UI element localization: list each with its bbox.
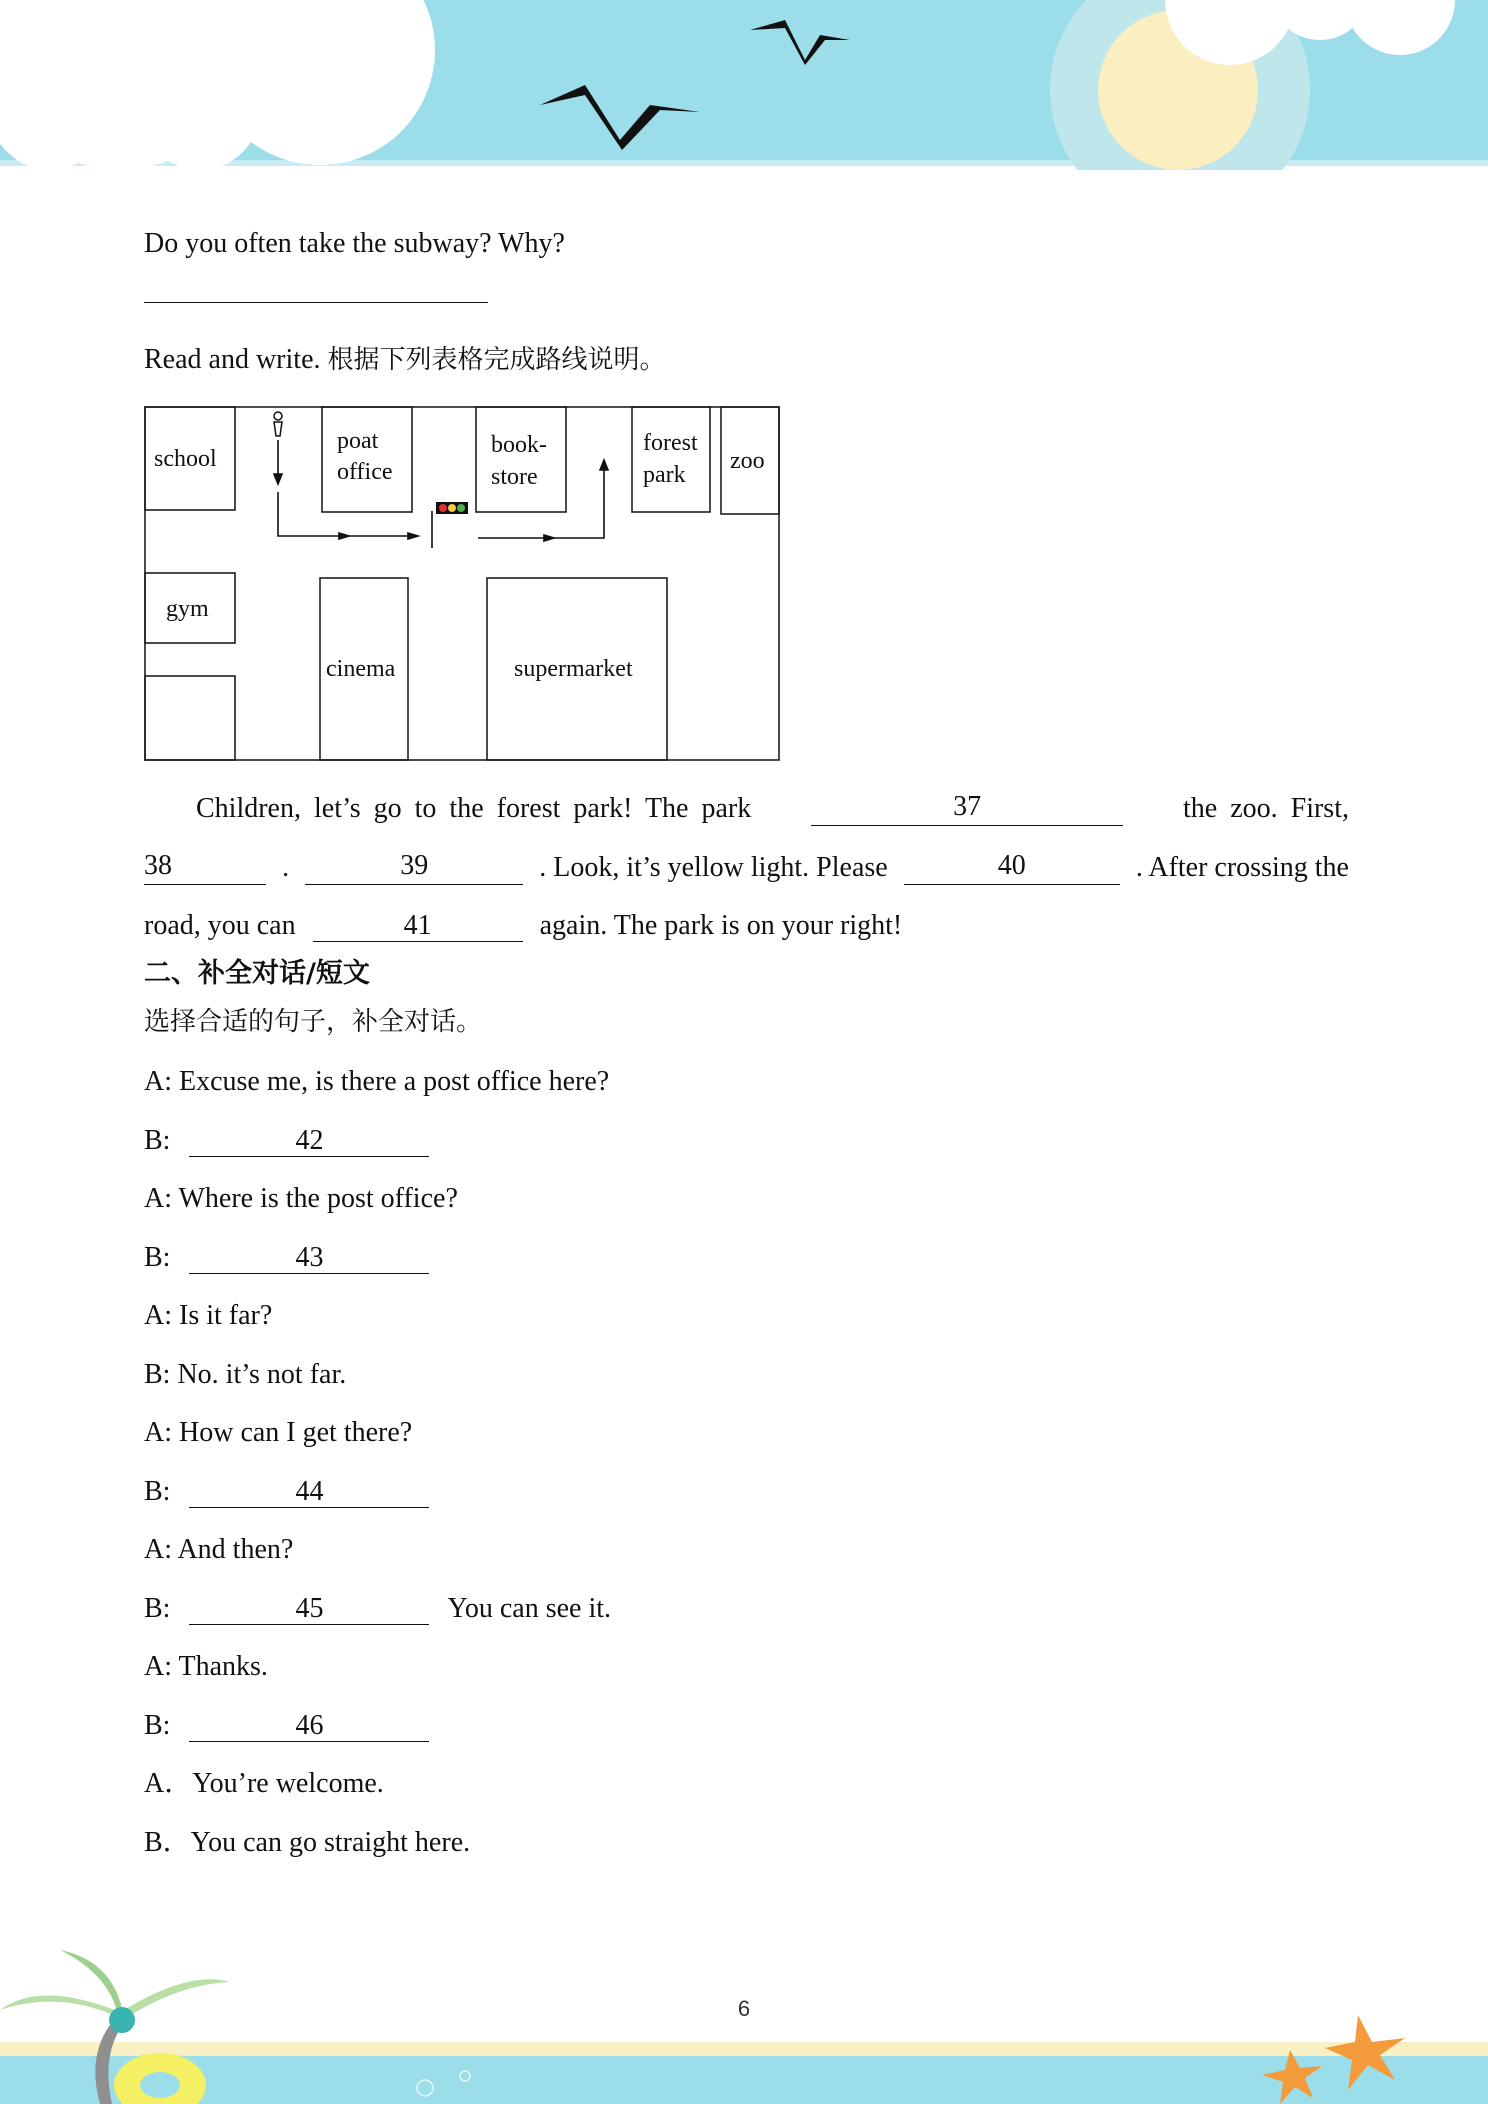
forest-park-label-1: forest xyxy=(643,430,698,456)
speaker-b: B: xyxy=(144,1476,171,1507)
speaker-b: B: xyxy=(144,1710,171,1741)
arrow-up-icon xyxy=(600,460,608,470)
passage-line-2 xyxy=(144,851,1349,885)
passage-text: road, you can xyxy=(144,910,296,941)
dialogue-line-1: A: Excuse me, is there a post office here? xyxy=(144,1066,610,1097)
section-instruction: 选择合适的句子，补全对话。 xyxy=(144,1007,483,1037)
blank-46[interactable]: 46 xyxy=(189,1711,429,1742)
passage-text: again. The park is on your right! xyxy=(539,910,903,941)
read-write-instruction xyxy=(144,343,666,377)
empty-block xyxy=(145,676,235,760)
dialogue-line-9: A: And then? xyxy=(144,1534,294,1565)
dialogue-line-7: A: How can I get there? xyxy=(144,1417,413,1448)
option-b: B．You can go straight here. xyxy=(144,1827,471,1858)
blank-37[interactable]: 37 xyxy=(811,792,1123,826)
cinema-label: cinema xyxy=(326,656,396,682)
blank-42[interactable]: 42 xyxy=(189,1126,429,1157)
passage-text: . Look, it’s yellow light. Please xyxy=(539,852,888,883)
blank-39[interactable]: 39 xyxy=(305,851,523,885)
passage-text: Children, let’s go to the forest park! The park xyxy=(196,793,752,824)
passage-text: the zoo. First, xyxy=(1183,793,1349,824)
dialogue-line-6: B: No. it’s not far. xyxy=(144,1359,347,1390)
bookstore-block xyxy=(476,407,566,512)
gym-label: gym xyxy=(166,596,209,622)
zoo-label: zoo xyxy=(730,448,765,474)
answer-blank xyxy=(144,272,488,303)
blank-43[interactable]: 43 xyxy=(189,1243,429,1274)
header-banner xyxy=(0,0,1488,170)
passage-text: . After crossing the xyxy=(1135,852,1349,883)
passage-text: . xyxy=(282,852,290,883)
dialogue-line-3: A: Where is the post office? xyxy=(144,1183,458,1214)
route-arrows xyxy=(274,440,608,548)
traffic-light-icon xyxy=(436,502,468,514)
speaker-b: B: xyxy=(144,1242,171,1273)
forest-park-label-2: park xyxy=(643,462,686,488)
person-icon xyxy=(274,412,282,436)
dialogue-line-2 xyxy=(144,1124,429,1158)
blank-41[interactable]: 41 xyxy=(313,911,523,942)
arrow-right-icon xyxy=(339,533,349,539)
speaker-b: B: xyxy=(144,1125,171,1156)
dialogue-line-4 xyxy=(144,1241,429,1275)
post-office-label-2: office xyxy=(337,459,393,485)
school-label: school xyxy=(154,446,217,472)
blank-38[interactable]: 38 xyxy=(144,851,266,885)
bookstore-label-1: book- xyxy=(491,432,547,458)
footer-beach xyxy=(0,1920,1488,2104)
blank-45[interactable]: 45 xyxy=(189,1594,429,1625)
blank-44[interactable]: 44 xyxy=(189,1477,429,1508)
blank-40[interactable]: 40 xyxy=(904,851,1120,885)
dialogue-line-12 xyxy=(144,1709,429,1743)
question-subway: Do you often take the subway? Why? xyxy=(144,228,565,259)
page-number: 6 xyxy=(737,1996,751,2021)
dialogue-line-10 xyxy=(144,1592,611,1626)
section-heading: 二、补全对话/短文 xyxy=(144,958,370,989)
forest-park-block xyxy=(632,407,710,512)
dialogue-line-8 xyxy=(144,1475,429,1509)
supermarket-label: supermarket xyxy=(514,656,633,682)
route-map xyxy=(144,406,780,762)
dialogue-text: You can see it. xyxy=(447,1593,612,1624)
cloud-left-icon xyxy=(0,0,435,170)
instruction-cn: 根据下列表格完成路线说明。 xyxy=(327,345,666,375)
option-a: A．You’re welcome. xyxy=(144,1768,384,1799)
passage-line-3 xyxy=(144,909,902,943)
speaker-b: B: xyxy=(144,1593,171,1624)
arrow-down-icon xyxy=(274,474,282,484)
bookstore-label-2: store xyxy=(491,464,538,490)
passage-line-1 xyxy=(144,792,1349,826)
arrow-right-icon xyxy=(408,533,418,539)
post-office-label-1: poat xyxy=(337,428,379,454)
answer-line xyxy=(144,270,488,304)
instruction-en: Read and write. xyxy=(144,344,321,375)
arrow-right-icon xyxy=(544,535,554,541)
dialogue-line-11: A: Thanks. xyxy=(144,1651,268,1682)
dialogue-line-5: A: Is it far? xyxy=(144,1300,273,1331)
